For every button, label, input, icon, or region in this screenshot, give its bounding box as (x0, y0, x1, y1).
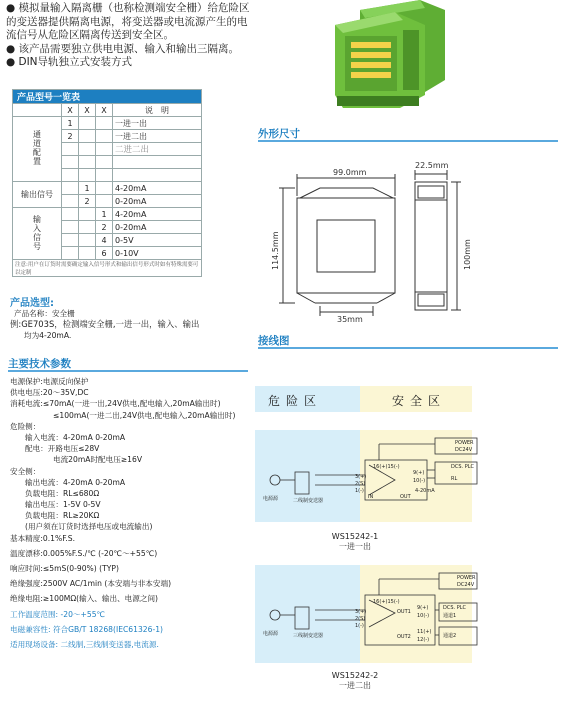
caption-desc: 一进二出 (339, 681, 371, 690)
spec-line: 输出电压：1-5V 0-5V (25, 500, 101, 510)
group-label: 通道配置 (32, 130, 42, 166)
ch1-label: 通道1 (443, 613, 457, 619)
desc-cell: 0-20mA (113, 221, 202, 234)
code-cell: 4 (96, 234, 113, 247)
caption-model: WS15242-1 (331, 532, 379, 541)
spec-line: 电流20mA时配电压≥16V (53, 455, 143, 465)
outline-drawing (271, 160, 565, 325)
ch2-label: 通道2 (443, 633, 457, 639)
source-label: 电源源 (263, 496, 279, 502)
dc24-label: DC24V (455, 447, 473, 453)
danger-zone-label: 危险区 (268, 394, 323, 408)
desc-cell: 0-10V (113, 247, 202, 260)
outline-heading: 外形尺寸 (258, 128, 300, 140)
selection-heading: 产品选型: (10, 298, 54, 309)
dim-base: 35mm (337, 315, 363, 324)
spec-line: 危险侧： (10, 421, 41, 431)
term-1: 1(-) (355, 488, 364, 494)
source-label: 电源源 (263, 631, 279, 637)
caption-model: WS15242-2 (331, 671, 379, 680)
intro-line: ● 模拟量输入隔离栅（也称检测端安全栅）给危险区 (6, 2, 250, 14)
dcs-plc-label: DCS. PLC (443, 605, 466, 611)
selection-line: 产品名称：安全栅 (14, 309, 75, 318)
specs-underline (8, 370, 248, 372)
dim-side-width: 22.5mm (415, 161, 449, 170)
transmitter-label: 二线制变送器 (293, 498, 324, 504)
spec-line: 适用现场设备: 二线制,三线制变送器,电流源. (10, 639, 159, 649)
desc-cell: 0-5V (113, 234, 202, 247)
col-x: X (96, 104, 113, 117)
dcs-plc-label: DCS. PLC (451, 464, 474, 470)
model-table-title: 产品型号一览表 (13, 90, 202, 104)
term-1: 1(-) (355, 623, 364, 629)
term-3: 3(+) (355, 474, 367, 480)
rl-label: RL (451, 476, 458, 482)
caption-2 (315, 671, 395, 691)
spec-line: 温度漂移:0.005%F.S./℃ (-20℃～+55℃) (10, 548, 158, 558)
spec-line: 基本精度:0.1%F.S. (10, 533, 76, 543)
dim-side-height: 100mm (463, 239, 472, 270)
wiring-heading: 接线图 (258, 335, 290, 347)
col-desc: 说 明 (113, 104, 202, 117)
intro-line: 流信号从危险区隔离传送到安全区。 (6, 29, 174, 41)
selection-line: 例:GE703S，检测端安全栅,一进一出，输入、输出 (10, 319, 200, 329)
desc-cell: 一进二出 (113, 130, 202, 143)
outline-underline (258, 140, 558, 142)
spec-line: 电源保护:电源反向保护 (10, 377, 89, 386)
code-cell: 1 (96, 208, 113, 221)
spec-line: 安全侧： (10, 466, 41, 476)
spec-list (10, 376, 255, 650)
desc-cell: 4-20mA (113, 208, 202, 221)
term-10: 10(-) (413, 478, 426, 484)
term-9: 9(+) (417, 605, 429, 611)
model-table (12, 89, 202, 277)
wiring-underline (258, 347, 558, 349)
wiring-diagram-1 (255, 430, 485, 525)
term-16-15: 16(+)15(-) (373, 464, 400, 470)
code-cell: 1 (62, 117, 79, 130)
out-label: OUT (400, 494, 411, 500)
caption-1 (315, 532, 395, 552)
code-cell: 1 (79, 182, 96, 195)
code-cell: 6 (96, 247, 113, 260)
spec-line: 负载电阻：RL≤680Ω (25, 488, 100, 498)
product-photo (325, 0, 465, 110)
term-3: 3(+) (355, 609, 367, 615)
dim-width: 99.0mm (333, 168, 367, 177)
selection-line: 均为4-20mA. (24, 331, 72, 340)
spec-line: 绝缘强度:2500V AC/1min (本安端与非本安端) (10, 579, 172, 589)
spec-line: 配电：开路电压≤28V (25, 444, 100, 454)
specs-heading: 主要技术参数 (8, 358, 71, 370)
out2-label: OUT2 (397, 634, 411, 640)
intro-line: ● 该产品需要独立供电电源、输入和输出三隔离。 (6, 42, 239, 55)
out1-label: OUT1 (397, 609, 411, 615)
intro-line: ● DIN导轨独立式安装方式 (6, 56, 133, 68)
power-label: POWER (455, 440, 474, 446)
code-cell: 2 (96, 221, 113, 234)
power-label: POWER (457, 575, 476, 581)
spec-line: 输入电流：4-20mA 0-20mA (25, 432, 126, 442)
group-label: 输入信号 (32, 214, 42, 251)
desc-cell: 0-20mA (113, 195, 202, 208)
group-label: 输出信号 (13, 182, 62, 208)
desc-cell: 一进一出 (113, 117, 202, 130)
term-9: 9(+) (413, 470, 425, 476)
col-x: X (79, 104, 96, 117)
spec-line: 绝缘电阻:≥100MΩ(输入、输出、电源之间) (10, 594, 159, 604)
code-cell: 2 (79, 195, 96, 208)
dim-height: 114.5mm (271, 231, 280, 270)
selection-text (10, 308, 250, 341)
desc-cell: 4-20mA (113, 182, 202, 195)
spec-line: 响应时间:≤5mS(0-90%) (TYP) (10, 564, 119, 573)
term-10: 10(-) (417, 613, 430, 619)
caption-desc: 一进一出 (339, 542, 371, 551)
spec-line: (用户须在订货时选择电压或电流输出) (25, 522, 153, 532)
spec-line: 消耗电流:≤70mA(一进一出,24V供电,配电输入,20mA输出时) (10, 399, 221, 409)
term-2: 2(S) (355, 616, 366, 622)
desc-cell: 二进二出 (113, 143, 202, 156)
spec-line: 工作温度范围: -20～+55℃ (10, 609, 106, 619)
intro-line: 的变送器提供隔离电源，将变送器或电流源产生的电 (6, 15, 248, 28)
table-note: 注意:用户在订货时需要确定输入信号形式和输出信号形式时如有特殊需要可以定制 (13, 260, 202, 277)
code-cell: 2 (62, 130, 79, 143)
wiring-diagram-2 (255, 565, 485, 665)
col-x: X (62, 104, 79, 117)
dc24-label: DC24V (457, 582, 475, 588)
term-2: 2(S) (355, 481, 366, 487)
transmitter-label: 三线制变送器 (293, 633, 324, 639)
spec-line: 电磁兼容性: 符合GB/T 18268(IEC61326-1) (10, 624, 163, 634)
spec-line: 输出电流：4-20mA 0-20mA (25, 477, 126, 487)
term-11: 11(+) (417, 629, 432, 635)
term-16-15: 16(+)15(-) (373, 599, 400, 605)
term-12: 12(-) (417, 637, 430, 643)
signal-label: 4-20mA (415, 488, 435, 494)
spec-line: 负载电阻：RL≥20KΩ (25, 511, 100, 521)
safe-zone-label: 安全区 (392, 394, 447, 408)
in-label: IN (368, 494, 374, 500)
intro-text (6, 2, 271, 70)
spec-line: ≤100mA(一进二出,24V供电,配电输入,20mA输出时) (53, 410, 236, 420)
spec-line: 供电电压:20～35V,DC (10, 388, 89, 398)
